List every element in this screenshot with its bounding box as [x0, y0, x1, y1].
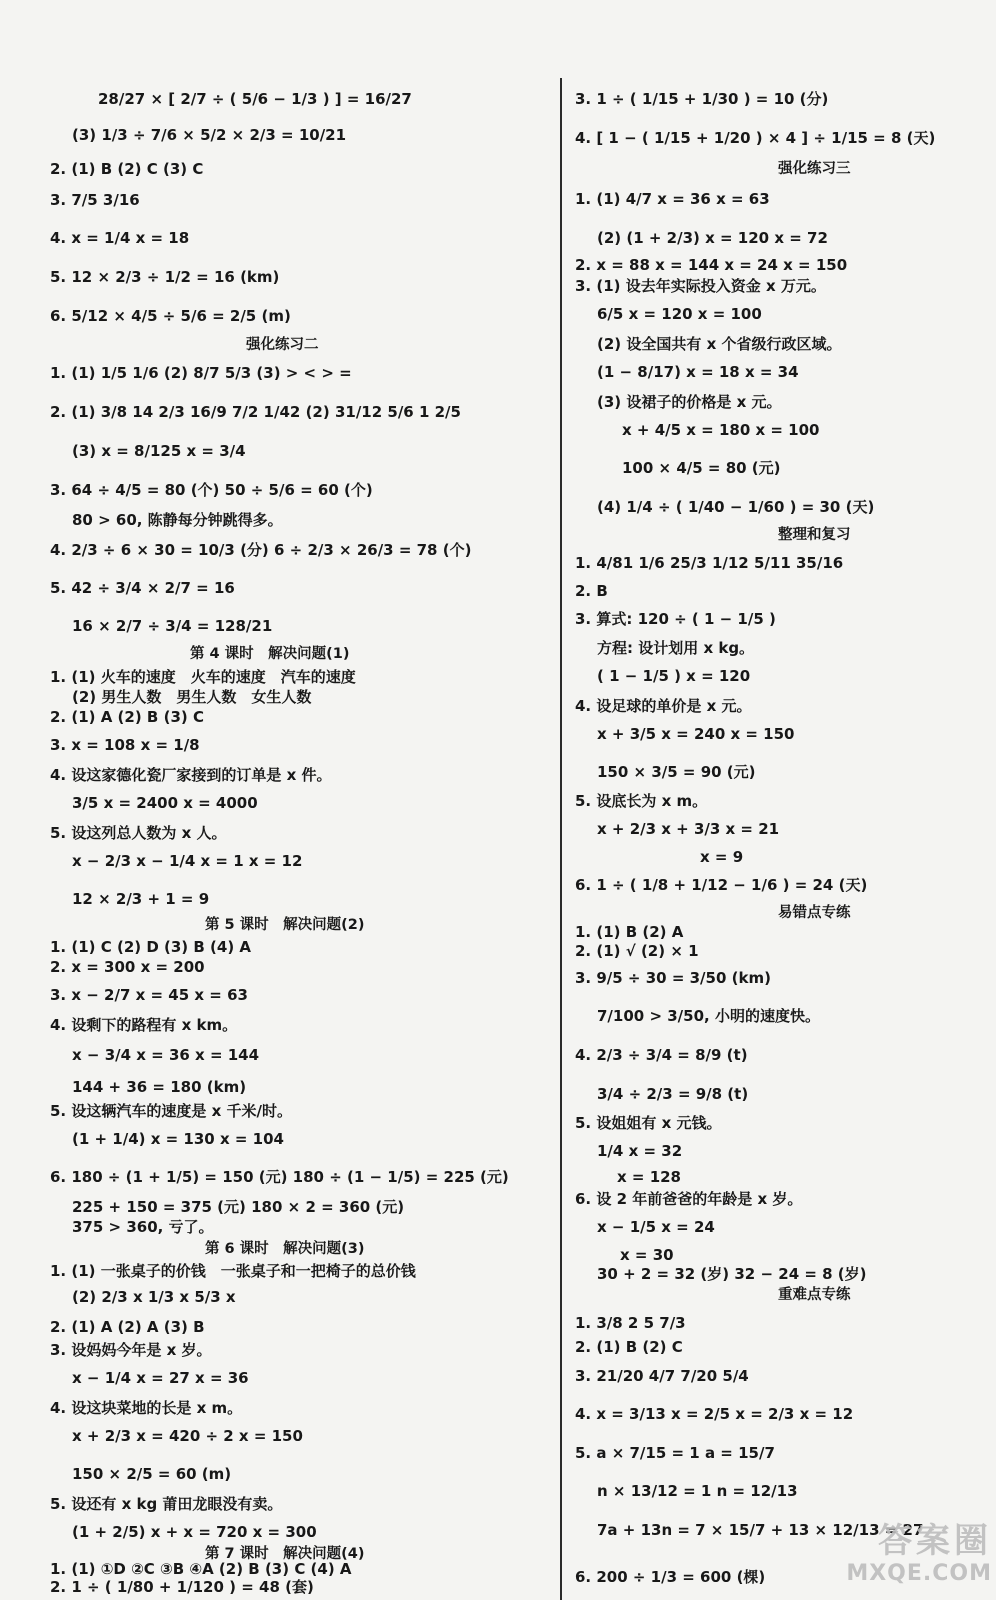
answer-line: x + 4/5 x = 180 x = 100	[622, 421, 820, 439]
section-heading: 第 6 课时 解决问题(3)	[205, 1241, 365, 1257]
watermark	[846, 1522, 992, 1586]
answer-line: 2. 1 ÷ ( 1/80 + 1/120 ) = 48 (套)	[50, 1578, 314, 1596]
answer-line: 5. 设姐姐有 x 元钱。	[575, 1114, 722, 1132]
answer-line: 375 > 360, 亏了。	[72, 1218, 214, 1236]
answer-line: 1. (1) 1/5 1/6 (2) 8/7 5/3 (3) > < > =	[50, 364, 352, 382]
answer-line: 5. 设还有 x kg 莆田龙眼没有卖。	[50, 1495, 283, 1513]
answer-line: 5. a × 7/15 = 1 a = 15/7	[575, 1444, 775, 1462]
answer-line: 5. 设这列总人数为 x 人。	[50, 824, 227, 842]
answer-line: 2. (1) B (2) C	[575, 1338, 683, 1356]
answer-line: 4. 设这块菜地的长是 x m。	[50, 1399, 243, 1417]
answer-line: 1. 4/81 1/6 25/3 1/12 5/11 35/16	[575, 554, 844, 572]
answer-line: 5. 设这辆汽车的速度是 x 千米/时。	[50, 1102, 292, 1120]
answer-line: 3. 9/5 ÷ 30 = 3/50 (km)	[575, 969, 771, 987]
answer-line: (3) 设裙子的价格是 x 元。	[597, 393, 782, 411]
answer-line: (3) 1/3 ÷ 7/6 × 5/2 × 2/3 = 10/21	[72, 126, 347, 144]
answer-line: x = 128	[617, 1168, 681, 1186]
answer-line: 6. 5/12 × 4/5 ÷ 5/6 = 2/5 (m)	[50, 307, 291, 325]
answer-line: x − 3/4 x = 36 x = 144	[72, 1046, 260, 1064]
answer-line: 80 > 60, 陈静每分钟跳得多。	[72, 511, 283, 529]
answer-line: 3. (1) 设去年实际投入资金 x 万元。	[575, 277, 826, 295]
answer-line: 1. (1) 火车的速度 火车的速度 汽车的速度	[50, 668, 356, 686]
answer-line: (2) 设全国共有 x 个省级行政区域。	[597, 335, 842, 353]
section-heading: 重难点专练	[778, 1287, 851, 1303]
answer-line: 30 + 2 = 32 (岁) 32 − 24 = 8 (岁)	[597, 1265, 867, 1283]
answer-line: 方程: 设计划用 x kg。	[597, 639, 755, 657]
answer-line: n × 13/12 = 1 n = 12/13	[597, 1482, 798, 1500]
section-heading: 易错点专练	[778, 905, 851, 921]
answer-line: 5. 42 ÷ 3/4 × 2/7 = 16	[50, 579, 235, 597]
section-heading: 整理和复习	[778, 527, 851, 543]
answer-line: 2. (1) 3/8 14 2/3 16/9 7/2 1/42 (2) 31/12 5/6 1 2/5	[50, 403, 461, 421]
section-heading: 第 5 课时 解决问题(2)	[205, 917, 365, 933]
answer-line: 2. (1) A (2) B (3) C	[50, 708, 204, 726]
answer-line: x = 9	[700, 848, 744, 866]
answer-line: 2. B	[575, 582, 608, 600]
answer-line: 4. 设足球的单价是 x 元。	[575, 697, 752, 715]
answer-line: (2) (1 + 2/3) x = 120 x = 72	[597, 229, 828, 247]
answer-line: 150 × 2/5 = 60 (m)	[72, 1465, 232, 1483]
answer-line: 150 × 3/5 = 90 (元)	[597, 763, 756, 781]
answer-line: (1 − 8/17) x = 18 x = 34	[597, 363, 799, 381]
answer-line: 225 + 150 = 375 (元) 180 × 2 = 360 (元)	[72, 1198, 405, 1216]
section-heading: 第 7 课时 解决问题(4)	[205, 1546, 365, 1562]
answer-line: (2) 2/3 x 1/3 x 5/3 x	[72, 1288, 236, 1306]
answer-line: 4. x = 3/13 x = 2/5 x = 2/3 x = 12	[575, 1405, 854, 1423]
answer-line: x − 1/5 x = 24	[597, 1218, 715, 1236]
answer-line: 3. 1 ÷ ( 1/15 + 1/30 ) = 10 (分)	[575, 90, 829, 108]
answer-line: x + 3/5 x = 240 x = 150	[597, 725, 795, 743]
answer-line: 2. (1) √ (2) × 1	[575, 942, 699, 960]
answer-line: 4. 2/3 ÷ 6 × 30 = 10/3 (分) 6 ÷ 2/3 × 26/3 = 78 (个)	[50, 541, 472, 559]
answer-line: (4) 1/4 ÷ ( 1/40 − 1/60 ) = 30 (天)	[597, 498, 875, 516]
answer-line: 1. (1) 4/7 x = 36 x = 63	[575, 190, 770, 208]
answer-line: 1/4 x = 32	[597, 1142, 683, 1160]
answer-line: 28/27 × [ 2/7 ÷ ( 5/6 − 1/3 ) ] = 16/27	[98, 90, 412, 108]
column-divider	[560, 78, 562, 1600]
answer-line: 3/5 x = 2400 x = 4000	[72, 794, 258, 812]
answer-line: x − 1/4 x = 27 x = 36	[72, 1369, 249, 1387]
answer-line: 6/5 x = 120 x = 100	[597, 305, 762, 323]
answer-line: 144 + 36 = 180 (km)	[72, 1078, 247, 1096]
answer-line: x + 2/3 x + 3/3 x = 21	[597, 820, 780, 838]
answer-line: 12 × 2/3 + 1 = 9	[72, 890, 210, 908]
answer-line: (3) x = 8/125 x = 3/4	[72, 442, 246, 460]
answer-line: 5. 设底长为 x m。	[575, 792, 708, 810]
answer-line: 6. 设 2 年前爸爸的年龄是 x 岁。	[575, 1190, 803, 1208]
answer-line: 6. 180 ÷ (1 + 1/5) = 150 (元) 180 ÷ (1 − 1/5) = 225 (元)	[50, 1168, 509, 1186]
answer-line: 7/100 > 3/50, 小明的速度快。	[597, 1007, 820, 1025]
answer-line: 1. (1) C (2) D (3) B (4) A	[50, 938, 252, 956]
answer-line: 7a + 13n = 7 × 15/7 + 13 × 12/13 = 27	[597, 1521, 924, 1539]
answer-line: 1. (1) B (2) A	[575, 923, 684, 941]
answer-line: (2) 男生人数 男生人数 女生人数	[72, 688, 312, 706]
answer-line: 1. (1) 一张桌子的价钱 一张桌子和一把椅子的总价钱	[50, 1262, 416, 1280]
answer-line: 2. x = 300 x = 200	[50, 958, 205, 976]
answer-line: 1. (1) ①D ②C ③B ④A (2) B (3) C (4) A	[50, 1560, 352, 1578]
answer-line: x = 30	[620, 1246, 674, 1264]
section-heading: 第 4 课时 解决问题(1)	[190, 646, 350, 662]
answer-line: 3. 7/5 3/16	[50, 191, 140, 209]
answer-line: 3. x = 108 x = 1/8	[50, 736, 200, 754]
answer-line: 6. 200 ÷ 1/3 = 600 (棵)	[575, 1568, 766, 1586]
answer-line: 16 × 2/7 ÷ 3/4 = 128/21	[72, 617, 273, 635]
answer-line: 4. 设剩下的路程有 x km。	[50, 1016, 238, 1034]
answer-line: 4. 设这家德化瓷厂家接到的订单是 x 件。	[50, 766, 332, 784]
answer-line: 3. 算式: 120 ÷ ( 1 − 1/5 )	[575, 610, 776, 628]
watermark-logo: 答案圈	[878, 1520, 992, 1561]
answer-line: 4. x = 1/4 x = 18	[50, 229, 190, 247]
answer-line: (1 + 1/4) x = 130 x = 104	[72, 1130, 284, 1148]
answer-line: 5. 12 × 2/3 ÷ 1/2 = 16 (km)	[50, 268, 280, 286]
answer-line: 2. (1) A (2) A (3) B	[50, 1318, 205, 1336]
answer-line: 4. 2/3 ÷ 3/4 = 8/9 (t)	[575, 1046, 748, 1064]
answer-line: 2. (1) B (2) C (3) C	[50, 160, 204, 178]
answer-line: ( 1 − 1/5 ) x = 120	[597, 667, 751, 685]
answer-line: 1. 3/8 2 5 7/3	[575, 1314, 686, 1332]
answer-line: x + 2/3 x = 420 ÷ 2 x = 150	[72, 1427, 303, 1445]
watermark-url: MXQE.COM	[846, 1560, 992, 1586]
answer-line: 6. 1 ÷ ( 1/8 + 1/12 − 1/6 ) = 24 (天)	[575, 876, 868, 894]
answer-line: x − 2/3 x − 1/4 x = 1 x = 12	[72, 852, 303, 870]
answer-line: 3. 设妈妈今年是 x 岁。	[50, 1341, 212, 1359]
answer-line: 3. x − 2/7 x = 45 x = 63	[50, 986, 248, 1004]
answer-line: (1 + 2/5) x + x = 720 x = 300	[72, 1523, 317, 1541]
answer-line: 4. [ 1 − ( 1/15 + 1/20 ) × 4 ] ÷ 1/15 = 8 (天)	[575, 129, 936, 147]
answer-line: 2. x = 88 x = 144 x = 24 x = 150	[575, 256, 848, 274]
answer-line: 3/4 ÷ 2/3 = 9/8 (t)	[597, 1085, 749, 1103]
answer-line: 3. 64 ÷ 4/5 = 80 (个) 50 ÷ 5/6 = 60 (个)	[50, 481, 373, 499]
answer-line: 3. 21/20 4/7 7/20 5/4	[575, 1367, 749, 1385]
answer-line: 100 × 4/5 = 80 (元)	[622, 459, 781, 477]
section-heading: 强化练习三	[778, 161, 851, 177]
section-heading: 强化练习二	[246, 337, 319, 353]
